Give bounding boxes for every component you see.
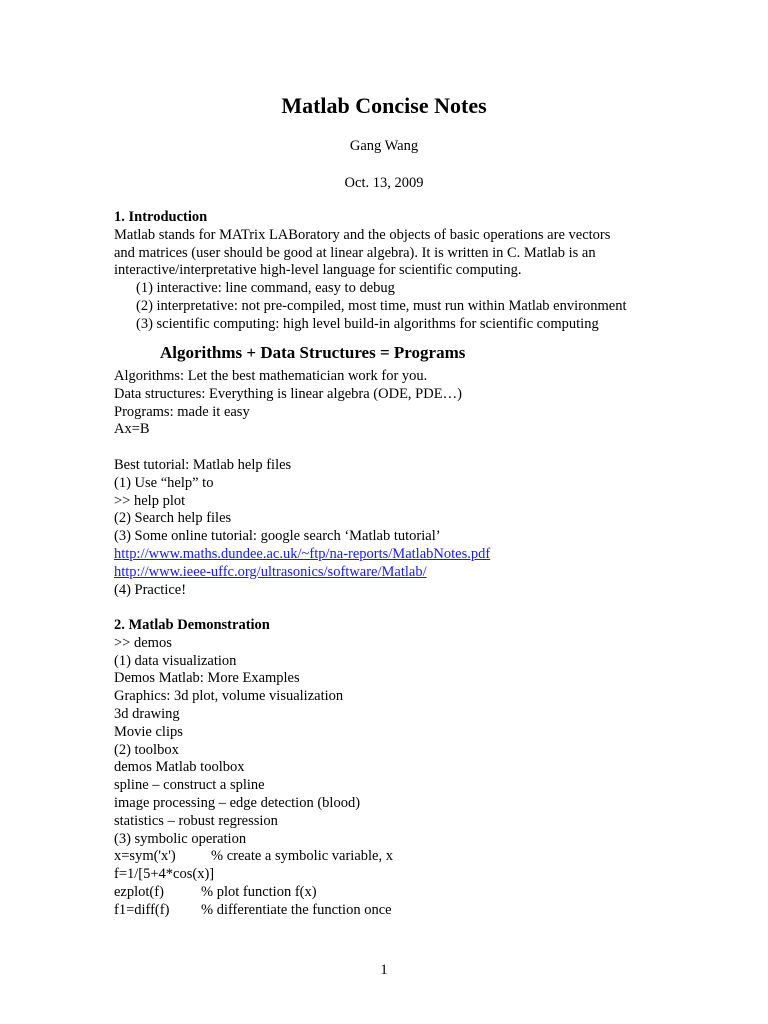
- text-line: Best tutorial: Matlab help files: [114, 456, 292, 473]
- code-line: [114, 902, 674, 920]
- document-date: Oct. 13, 2009: [344, 175, 424, 191]
- paragraph-line: Matlab stands for MATrix LABoratory and the objects of basic operations are vectors: [114, 226, 611, 243]
- text-line: Data structures: Everything is linear algebra (ODE, PDE…): [114, 385, 462, 402]
- paragraph-line: interactive/interpretative high-level language for scientific computing.: [114, 262, 522, 279]
- list-item: (1) interactive: line command, easy to debug: [136, 280, 395, 297]
- text-line: image processing – edge detection (blood): [114, 794, 361, 811]
- list-item: (3) scientific computing: high level build-in algorithms for scientific computing: [136, 315, 599, 332]
- equation-heading: Algorithms + Data Structures = Programs: [160, 343, 466, 362]
- text-line: >> demos: [114, 634, 172, 651]
- code-line: [114, 866, 674, 884]
- code-comment: % differentiate the function once: [201, 901, 392, 918]
- code-command: f=1/[5+4*cos(x)]: [114, 866, 215, 883]
- text-line: demos Matlab toolbox: [114, 759, 245, 776]
- text-line: (1) data visualization: [114, 652, 237, 669]
- paragraph-line: and matrices (user should be good at linear algebra). It is written in C. Matlab is an: [114, 244, 596, 261]
- list-item: (2) interpretative: not pre-compiled, most time, must run within Matlab environment: [136, 297, 627, 314]
- blank-line: [114, 439, 674, 457]
- text-line: Ax=B: [114, 421, 150, 438]
- text-line: Graphics: 3d plot, volume visualization: [114, 688, 344, 705]
- text-line: Movie clips: [114, 723, 183, 740]
- code-line: [114, 848, 674, 866]
- text-line: (3) symbolic operation: [114, 830, 247, 847]
- text-line: (2) toolbox: [114, 741, 179, 758]
- code-comment: % plot function f(x): [201, 883, 317, 900]
- text-line: (2) Search help files: [114, 510, 232, 527]
- text-line: (3) Some online tutorial: google search ‘Matlab tutorial’: [114, 528, 441, 545]
- code-command: x=sym('x'): [114, 848, 176, 865]
- code-comment: % create a symbolic variable, x: [211, 848, 393, 865]
- code-command: f1=diff(f): [114, 901, 170, 918]
- section-introduction: [114, 209, 674, 334]
- link-ieee-uffc-matlab[interactable]: http://www.ieee-uffc.org/ultrasonics/software/Matlab/: [114, 563, 427, 580]
- document-title: Matlab Concise Notes: [281, 93, 487, 118]
- text-line: statistics – robust regression: [114, 812, 278, 829]
- text-line: (4) Practice!: [114, 581, 187, 598]
- document-author: Gang Wang: [349, 138, 419, 154]
- page-number: 1: [380, 962, 388, 978]
- code-line: [114, 884, 674, 902]
- text-line: Programs: made it easy: [114, 403, 250, 420]
- section-heading: 2. Matlab Demonstration: [114, 617, 270, 633]
- section-introduction-continued: [114, 368, 674, 599]
- text-line: 3d drawing: [114, 705, 180, 722]
- code-command: ezplot(f): [114, 883, 164, 900]
- text-line: (1) Use “help” to: [114, 474, 214, 491]
- text-line: Demos Matlab: More Examples: [114, 670, 300, 687]
- text-line: >> help plot: [114, 492, 186, 509]
- section-demonstration: [114, 617, 674, 920]
- text-line: Algorithms: Let the best mathematician work for you.: [114, 368, 428, 384]
- section-heading: 1. Introduction: [114, 209, 208, 225]
- text-line: spline – construct a spline: [114, 777, 265, 794]
- link-matlab-notes-pdf[interactable]: http://www.maths.dundee.ac.uk/~ftp/na-reports/MatlabNotes.pdf: [114, 545, 491, 562]
